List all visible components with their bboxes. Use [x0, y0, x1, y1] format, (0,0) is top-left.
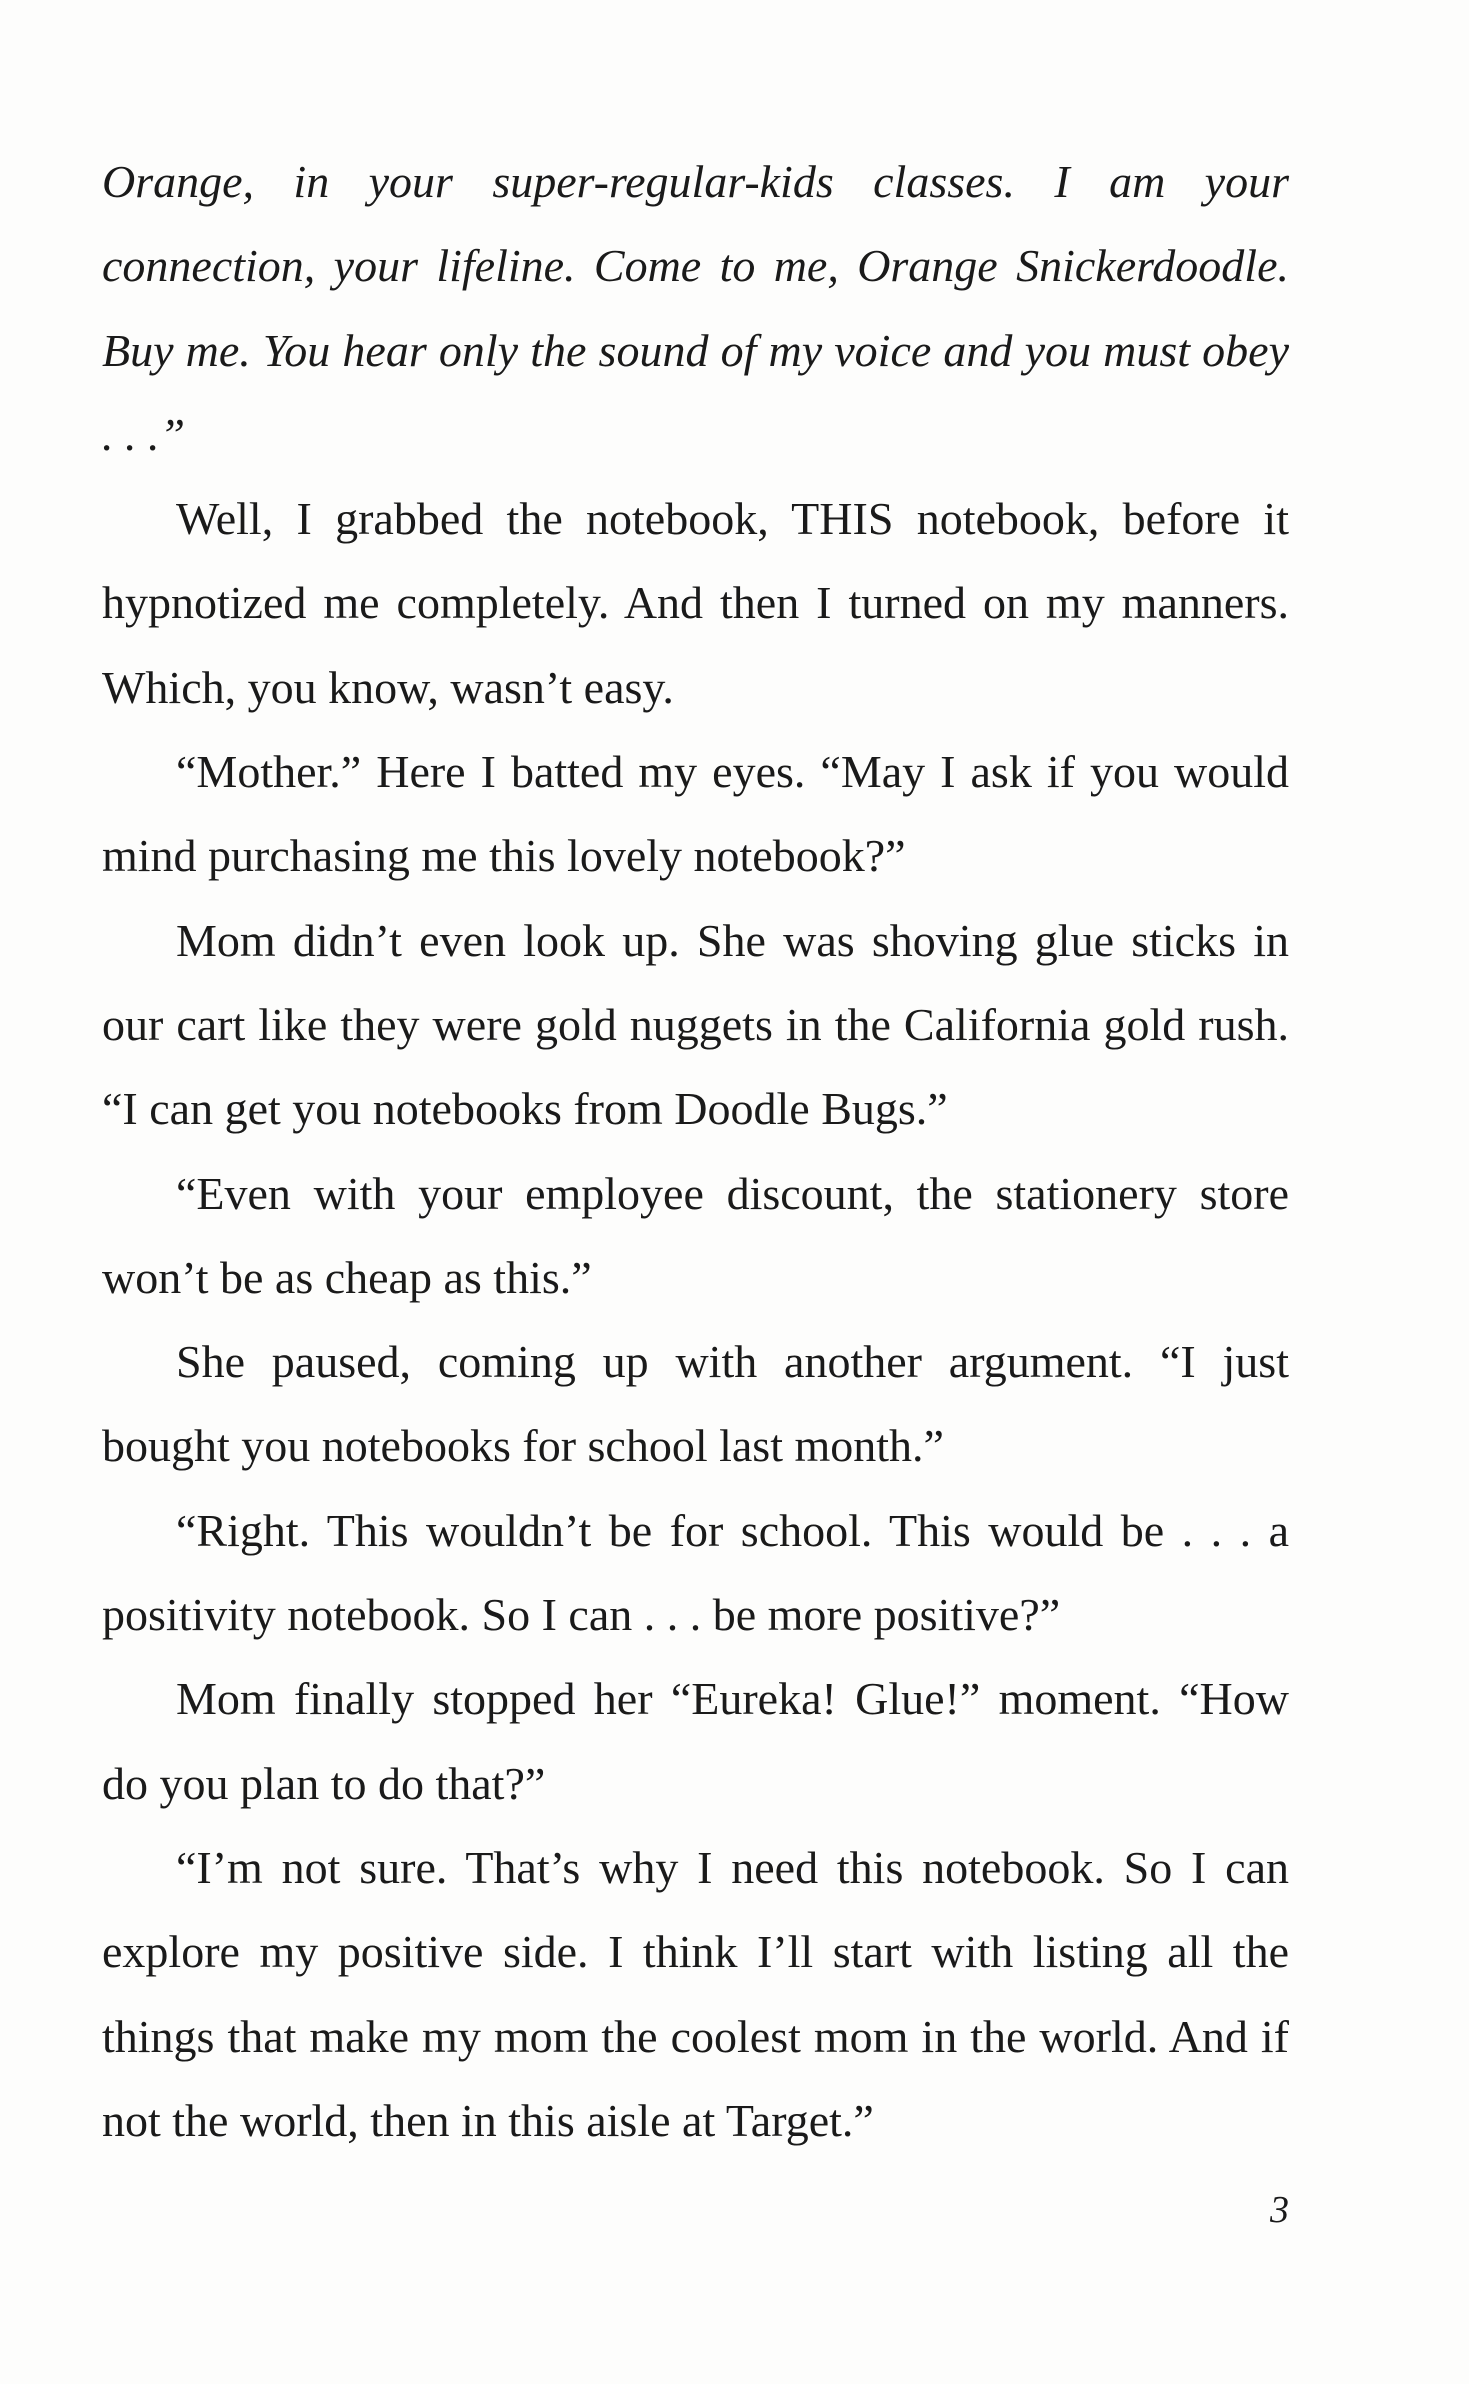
- paragraph-positivity-notebook: “Right. This wouldn’t be for school. This would be . . . a positivity notebook. So I can . . . be more positive?”: [102, 1504, 1289, 1641]
- paragraph-eureka-glue: Mom finally stopped her “Eureka! Glue!” moment. “How do you plan to do that?”: [102, 1673, 1289, 1809]
- paragraph-notebook-grab: Well, I grabbed the notebook, THIS notebook, before it hypnotized me completely. And then I turned on my manners. Which, you know, wasn’t easy.: [102, 493, 1289, 713]
- paragraph-another-argument: She paused, coming up with another argument. “I just bought you notebooks for school last month.”: [102, 1336, 1289, 1472]
- page-number: 3: [1270, 2189, 1289, 2231]
- body-text: [102, 140, 1289, 2163]
- paragraph-glue-sticks: Mom didn’t even look up. She was shoving glue sticks in our cart like they were gold nuggets in the California gold rush. “I can get you notebooks from Doodle Bugs.”: [102, 914, 1289, 1135]
- paragraph-employee-discount: “Even with your employee discount, the stationery store won’t be as cheap as this.”: [102, 1167, 1289, 1303]
- paragraph-coolest-mom: “I’m not sure. That’s why I need this notebook. So I can explore my positive side. I think I’ll start with listing all the things that make my mom the coolest mom in the world. And if not the world, then in this aisle at Target.”: [102, 1841, 1289, 2146]
- paragraph-continuation: Orange, in your super-regular-kids classes. I am your connection, your lifeline. Come to me, Orange Snickerdoodle. Buy me. You hear only the sound of my voice and you must obey . . .”: [102, 156, 1289, 460]
- paragraph-mother-request: “Mother.” Here I batted my eyes. “May I ask if you would mind purchasing me this lovely notebook?”: [102, 746, 1289, 882]
